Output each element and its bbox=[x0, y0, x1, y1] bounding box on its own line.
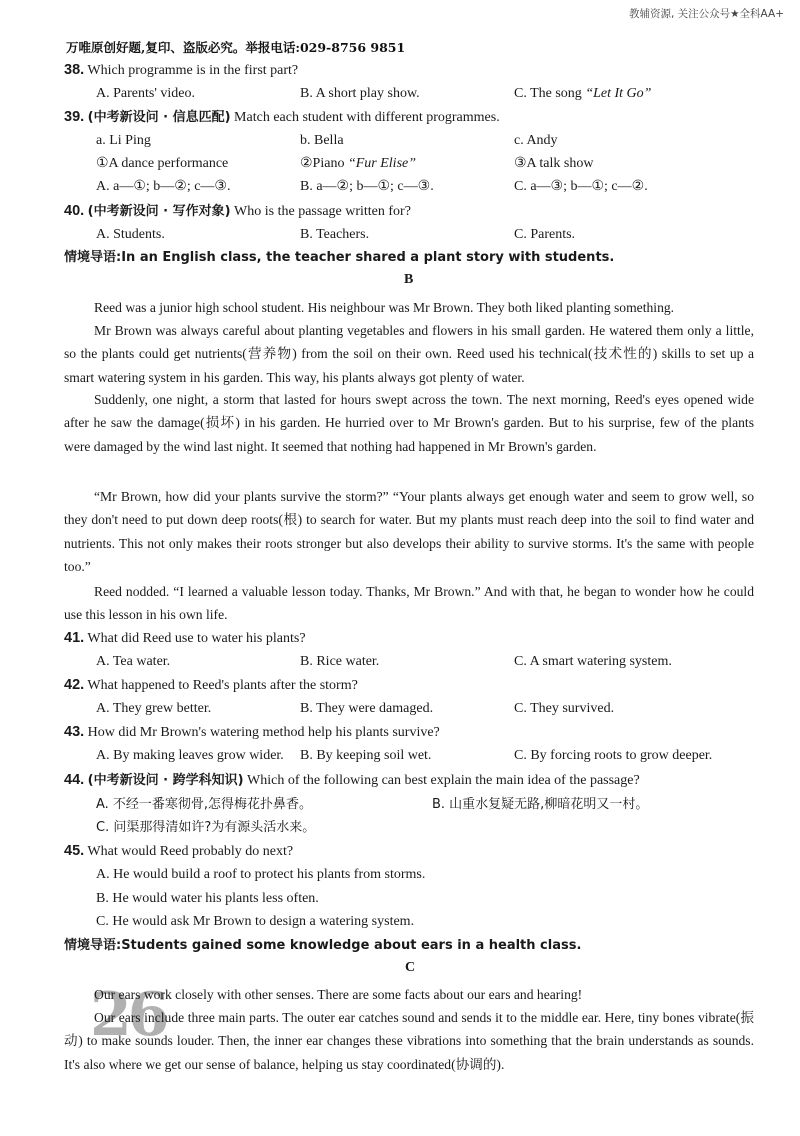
situation-intro-c: 情境导语:Students gained some knowledge about ears in a health class. bbox=[64, 938, 582, 953]
question-tag: (中考新设问 · 信息匹配) bbox=[87, 110, 231, 125]
section-title-b: B bbox=[404, 272, 414, 287]
question-41 bbox=[64, 628, 306, 649]
question-number: 40. bbox=[64, 203, 85, 219]
question-number: 39. bbox=[64, 109, 85, 125]
option-38-c: C. The song “Let It Go” bbox=[514, 86, 652, 101]
question-39 bbox=[64, 107, 500, 128]
option-42-c: C. They survived. bbox=[514, 701, 615, 716]
programme-1: ①A dance performance bbox=[96, 156, 229, 171]
question-tag: (中考新设问 · 跨学科知识) bbox=[87, 773, 244, 788]
passage-b-paragraph: Suddenly, one night, a storm that lasted for hours swept across the town. The next morning, Reed's eyes opened wide after he saw the damage(损坏) in his garden. He hurried over to Mr Brown's garden. But to his surprise, few of the plants were damaged by the wind last night. It seemed that nothing had happened in Mr Brown's garden. bbox=[64, 392, 754, 454]
question-45 bbox=[64, 841, 293, 862]
source-note: 教辅资源, 关注公众号★全科AA+ bbox=[628, 8, 784, 20]
option-39-c: C. a—③; b—①; c—②. bbox=[514, 179, 648, 194]
question-tag: (中考新设问 · 写作对象) bbox=[87, 204, 231, 219]
option-42-b: B. They were damaged. bbox=[300, 701, 434, 716]
question-38 bbox=[64, 60, 298, 81]
option-45-b: B. He would water his plants less often. bbox=[96, 891, 319, 906]
passage-b-paragraph: Mr Brown was always careful about planting vegetables and flowers in his small garden. He watered them only a little, so the plants could get nutrients(营养物) from the soil on their own. Reed used his technical(技术性的) skills to set up a smart watering system in his garden. This way, his plants always got plenty of water. bbox=[64, 323, 754, 385]
passage-c-paragraph: Our ears work closely with other senses. There are some facts about our ears and hearing! bbox=[94, 987, 583, 1002]
option-39-a: A. a—①; b—②; c—③. bbox=[96, 179, 231, 194]
option-45-c: C. He would ask Mr Brown to design a watering system. bbox=[96, 914, 415, 929]
question-text: What happened to Reed's plants after the storm? bbox=[87, 678, 358, 693]
option-45-a: A. He would build a roof to protect his plants from storms. bbox=[96, 867, 426, 882]
option-44-a: A. 不经一番寒彻骨,怎得梅花扑鼻香。 bbox=[96, 797, 313, 812]
student-a: a. Li Ping bbox=[96, 133, 151, 148]
question-text: Which of the following can best explain the main idea of the passage? bbox=[247, 773, 640, 788]
option-40-c: C. Parents. bbox=[514, 227, 576, 242]
question-text: What did Reed use to water his plants? bbox=[87, 631, 306, 646]
question-42 bbox=[64, 675, 358, 696]
copyright-warning: 万唯原创好题,复印、盗版必究。举报电话:029-8756 9851 bbox=[66, 40, 406, 55]
question-44 bbox=[64, 770, 640, 791]
question-text: Who is the passage written for? bbox=[234, 204, 411, 219]
question-number: 43. bbox=[64, 724, 85, 740]
passage-c-paragraph: Our ears include three main parts. The outer ear catches sound and sends it to the middle ear. Here, tiny bones vibrate(振动) to make sounds louder. Then, the inner ear changes these vibrations into something that the brain understands as sounds. It's also where we get our sense of balance, helping us stay coordinated(协调的). bbox=[64, 1010, 754, 1072]
option-38-a: A. Parents' video. bbox=[96, 86, 195, 101]
page-number: 26 bbox=[90, 980, 166, 1050]
question-text: What would Reed probably do next? bbox=[87, 844, 294, 859]
option-40-b: B. Teachers. bbox=[300, 227, 370, 242]
programme-2: ②Piano “Fur Elise” bbox=[300, 156, 417, 171]
option-42-a: A. They grew better. bbox=[96, 701, 212, 716]
question-number: 45. bbox=[64, 843, 85, 859]
question-40 bbox=[64, 201, 411, 222]
option-41-a: A. Tea water. bbox=[96, 654, 171, 669]
question-number: 41. bbox=[64, 630, 85, 646]
option-43-b: B. By keeping soil wet. bbox=[300, 748, 432, 763]
question-text: Which programme is in the first part? bbox=[87, 63, 299, 78]
student-c: c. Andy bbox=[514, 133, 558, 148]
student-b: b. Bella bbox=[300, 133, 344, 148]
programme-3: ③A talk show bbox=[514, 156, 594, 171]
question-number: 42. bbox=[64, 677, 85, 693]
question-number: 44. bbox=[64, 772, 85, 788]
question-text: Match each student with different programmes. bbox=[234, 110, 500, 125]
option-38-b: B. A short play show. bbox=[300, 86, 420, 101]
option-41-c: C. A smart watering system. bbox=[514, 654, 672, 669]
option-43-c: C. By forcing roots to grow deeper. bbox=[514, 748, 713, 763]
option-44-b: B. 山重水复疑无路,柳暗花明又一村。 bbox=[432, 797, 649, 812]
question-text: How did Mr Brown's watering method help his plants survive? bbox=[87, 725, 440, 740]
question-43 bbox=[64, 722, 440, 743]
section-title-c: C bbox=[405, 960, 416, 975]
question-number: 38. bbox=[64, 62, 85, 78]
passage-b-paragraph: “Mr Brown, how did your plants survive the storm?” “Your plants always get enough water and seem to grow well, so they don't need to put down deep roots(根) to search for water. But my plants must reach deep into the soil to find water and nutrients. This not only makes their roots stronger but also develops their ability to survive storms. It's the same with people too.” bbox=[64, 489, 754, 574]
situation-intro-b: 情境导语:In an English class, the teacher shared a plant story with students. bbox=[64, 250, 615, 265]
passage-b-paragraph: Reed nodded. “I learned a valuable lesson today. Thanks, Mr Brown.” And with that, he began to wonder how he could use this lesson in his own life. bbox=[64, 584, 754, 623]
option-41-b: B. Rice water. bbox=[300, 654, 380, 669]
option-40-a: A. Students. bbox=[96, 227, 165, 242]
option-39-b: B. a—②; b—①; c—③. bbox=[300, 179, 434, 194]
passage-b-paragraph: Reed was a junior high school student. His neighbour was Mr Brown. They both liked planting something. bbox=[94, 300, 675, 315]
option-43-a: A. By making leaves grow wider. bbox=[96, 748, 284, 763]
option-44-c: C. 问渠那得清如许?为有源头活水来。 bbox=[96, 820, 316, 835]
